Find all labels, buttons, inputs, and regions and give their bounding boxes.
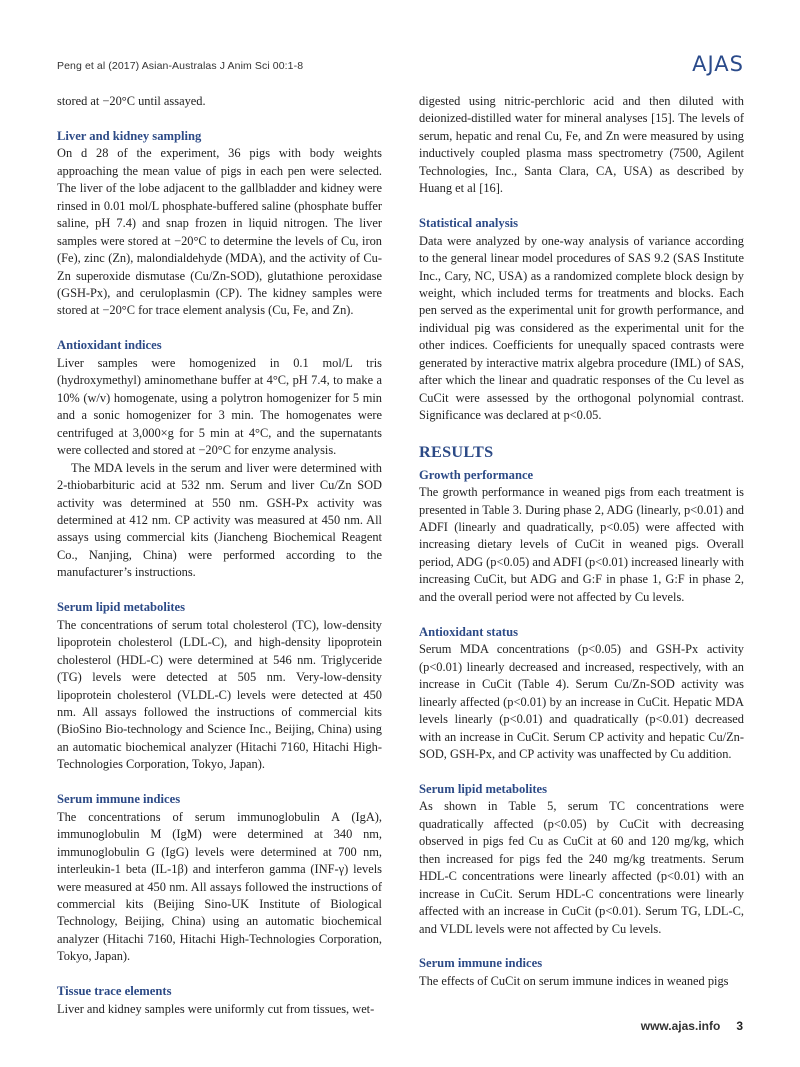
subsection-heading: Liver and kidney sampling [57, 128, 202, 143]
subsection-heading: Statistical analysis [419, 216, 519, 231]
body-paragraph: digested using nitric-perchloric acid and then diluted with deionized-distilled water for mineral analyses [15]. The levels of serum, hepatic and renal Cu, Fe, and Zn were measured by using inductively coupled plasma mass spectrometry (7500, Agilent Technologies, Inc., Santa Clara, CA, USA) as described by Huang et al [16]. [419, 94, 744, 196]
running-head: Peng et al (2017) Asian-Australas J Anim Sci 00:1-8 [57, 60, 304, 72]
body-paragraph: On d 28 of the experiment, 36 pigs with body weights approaching the mean value of pigs in each pen were selected. The liver of the lobe adjacent to the gallbladder and kidney were rinsed in 0.01 mol/L phosphate-buffered saline (phosphate buffer saline, pH 7.4) and snap frozen in liquid nitrogen. The liver samples were stored at −20°C to determine the levels of Cu, iron (Fe), zinc (Zn), malondialdehyde (MDA), and the activity of Cu-Zn superoxide dismutase (Cu/Zn-SOD), glutathione peroxidase (GSH-Px), and ceruloplasmin (CP). The kidney samples were stored at −20°C for trace element analysis (Cu, Fe, and Zn). [57, 146, 382, 318]
body-paragraph: Liver and kidney samples were uniformly cut from tissues, wet- [57, 1001, 375, 1016]
subsection-heading: Serum immune indices [57, 792, 181, 807]
left-column [57, 93, 382, 1018]
body-paragraph: The MDA levels in the serum and liver were determined with 2-thiobarbituric acid at 532 nm. Serum and liver Cu/Zn SOD activity was determined at 550 nm. GSH-Px activity was determined at 412 nm. CP activity was measured at 450 nm. All assays using commercial kits (Jiancheng Biochemical Reagent Co., Nanjing, China) were performed according to the manufacturer’s instructions. [57, 460, 382, 580]
subsection-heading: Antioxidant indices [57, 338, 162, 353]
body-paragraph: stored at −20°C until assayed. [57, 94, 206, 108]
journal-website-link[interactable]: www.ajas.info [640, 1019, 721, 1033]
body-paragraph: Liver samples were homogenized in 0.1 mol/L tris (hydroxymethyl) aminomethane buffer at 4°C, pH 7.4, to make a 10% (w/v) homogenate, using a polytron homogenizer for 5 min and a sonic homogenizer for 3 min. The homogenates were centrifuged at 3,000×g for 5 min at 4°C, and the supernatants were collected and stored at −20°C for enzyme analysis. [57, 355, 382, 458]
section-heading-results: RESULTS [419, 442, 494, 461]
body-paragraph: The growth performance in weaned pigs from each treatment is presented in Table 3. During phase 2, ADG (linearly, p<0.01) and ADFI (linearly and quadratically, p<0.05) were affected with increasing dietary levels of CuCit in weaned pigs. Overall period, ADG (p<0.05) and ADFI (p<0.01) increased linearly with increasing CuCit, but ADG and G:F in phase 1, G:F in phase 2, and the overall period were not affected by Cu levels. [419, 485, 744, 604]
subsection-heading: Serum lipid metabolites [57, 600, 186, 615]
page-footer [641, 1019, 743, 1033]
body-paragraph: As shown in Table 5, serum TC concentrations were quadratically affected (p<0.05) by CuCit with decreasing observed in pigs fed Cu as CuCit at 60 and 120 mg/kg, which then increased for pigs fed the 240 mg/kg treatments. Serum HDL-C concentrations were linearly affected (p<0.01) with an increase in CuCit. Serum HDL-C concentrations were linearly affected with an increase in CuCit (p<0.01). Serum TG, LDL-C, and VLDL levels were not affected by Cu levels. [419, 799, 744, 936]
body-paragraph: The concentrations of serum total cholesterol (TC), low-density lipoprotein cholesterol (LDL-C), and high-density lipoprotein cholesterol (HDL-C) were determined at 546 nm. Triglyceride (TG) levels were detected at 505 nm. Very-low-density lipoprotein cholesterol (VLDL-C) levels were detected at 450 nm. All assays followed the instructions of commercial kits (BioSino Bio-technology and Science Inc., Beijing, China) using an automatic biochemical analyzer (Hitachi 7160, Hitachi High-Technologies Corporation, Tokyo, Japan). [57, 617, 382, 772]
right-column [419, 93, 744, 990]
subsection-heading: Serum immune indices [419, 956, 543, 971]
journal-logo: AJAS [692, 52, 744, 76]
page-number: 3 [736, 1019, 743, 1033]
body-paragraph: The concentrations of serum immunoglobulin A (IgA), immunoglobulin M (IgM) were determined at 340 nm, immunoglobulin G (IgG) levels were determined at 700 nm, interleukin-1 beta (IL-1β) and interferon gamma (INF-γ) levels were measured at 450 nm. All assays followed the instructions of commercial kits (Beijing Sino-UK Institute of Biological Technology, Beijing, China) using an automatic biochemical analyzer (Hitachi 7160, Hitachi High-Technologies Corporation, Tokyo, Japan). [57, 809, 382, 964]
body-paragraph: The effects of CuCit on serum immune indices in weaned pigs [419, 973, 729, 988]
subsection-heading: Antioxidant status [419, 624, 519, 639]
subsection-heading: Serum lipid metabolites [419, 781, 548, 796]
body-paragraph: Serum MDA concentrations (p<0.05) and GSH-Px activity (p<0.01) linearly decreased and increased, respectively, with an increase in CuCit (Table 4). Serum Cu/Zn-SOD activity was linearly affected (p<0.01) by an increase in CuCit. Hepatic MDA levels linearly (p<0.01) and quadratically (p<0.01) decreased with an increase in CuCit. Serum CP activity and hepatic Cu/Zn-SOD, GSH-Px, and CP activity was unaffected by Cu addition. [419, 642, 744, 761]
body-paragraph: Data were analyzed by one-way analysis of variance according to the general linear model procedures of SAS 9.2 (SAS Institute Inc., Cary, NC, USA) as a randomized complete block design by weight, which included terms for treatments and blocks. Each pen served as the experimental unit for growth performance, and individual pig was considered as the experimental unit for the other indices. Coefficients for unequally spaced contrasts were generated by interactive matrix algebra procedure (IML) of SAS, after which the linear and quadratic responses of the Cu level as CuCit were assessed by the orthogonal polynomial contrast. Significance was declared at p<0.05. [419, 233, 744, 423]
subsection-heading: Growth performance [419, 467, 534, 482]
subsection-heading: Tissue trace elements [57, 984, 172, 999]
